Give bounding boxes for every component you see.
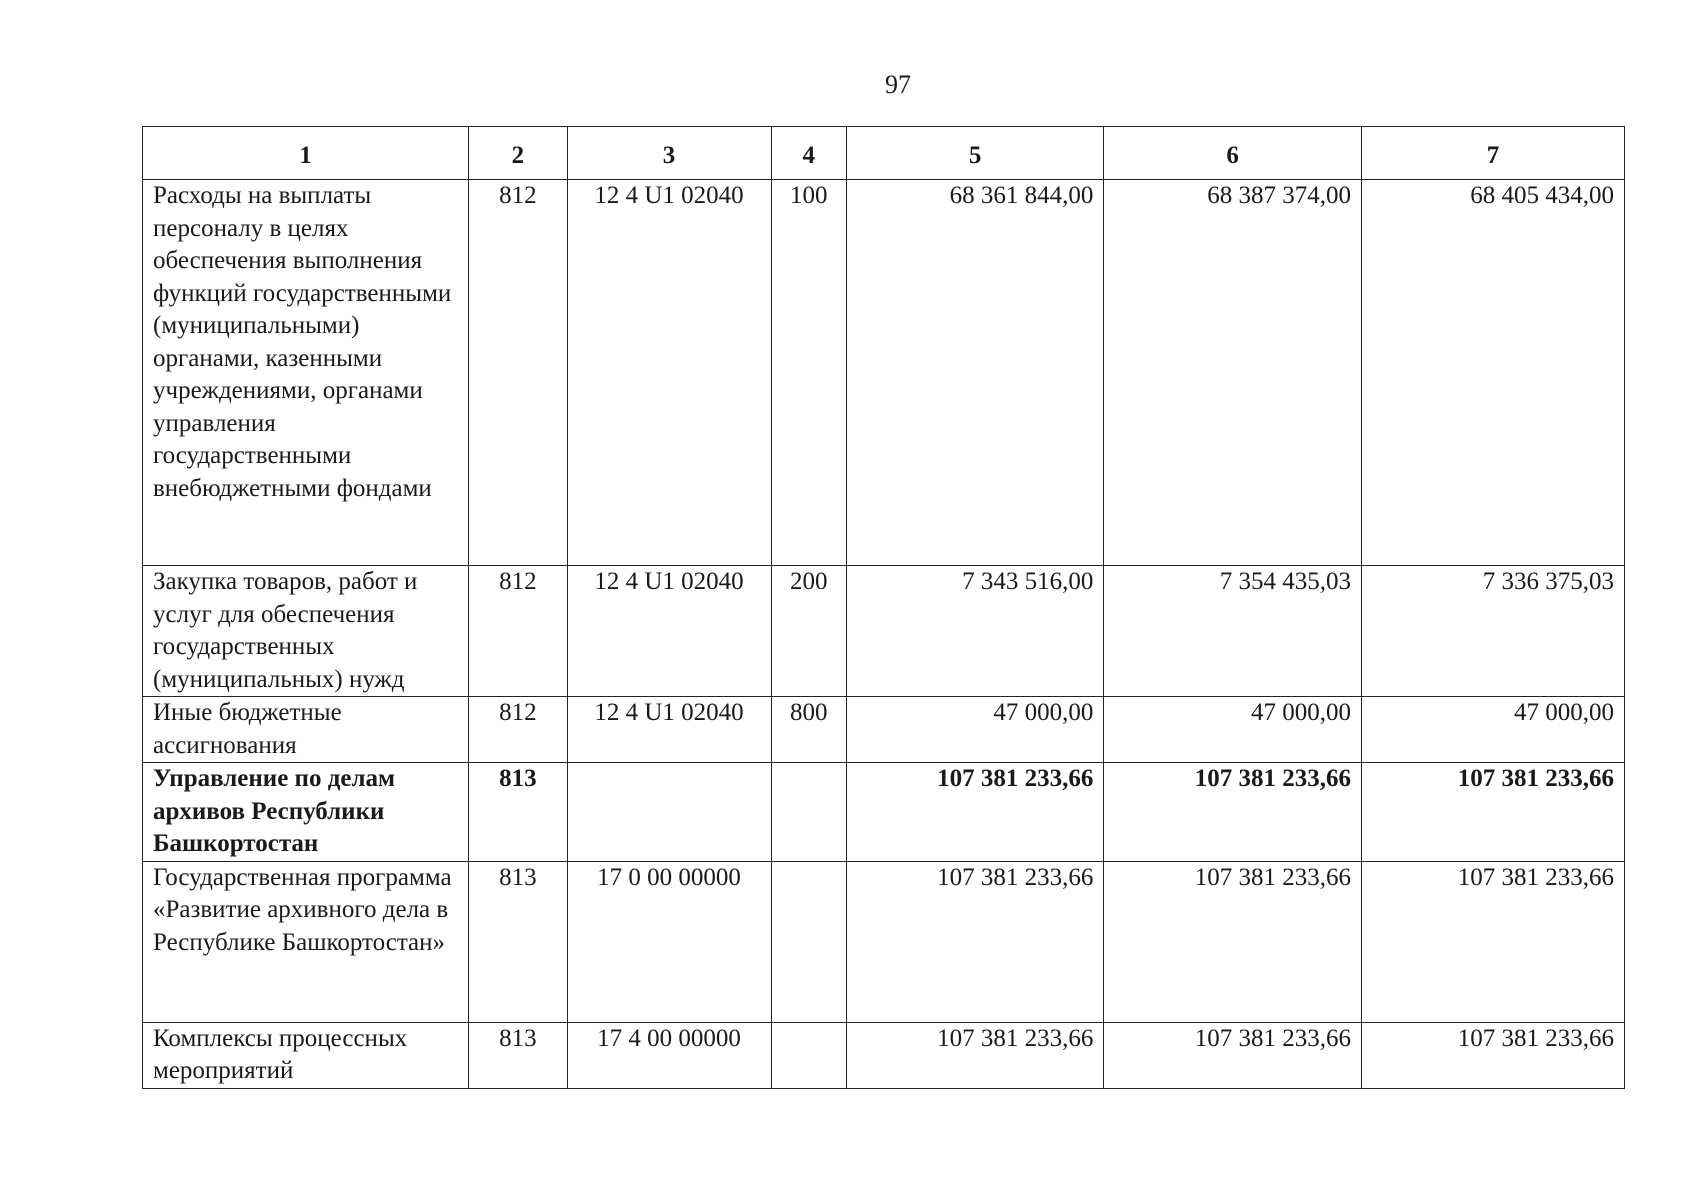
row-name: Закупка товаров, работ и услуг для обеспечения государственных (муниципальных) нужд	[143, 566, 469, 697]
header-col-1: 1	[143, 127, 469, 180]
row-name: Иные бюджетные ассигнования	[143, 697, 469, 763]
row-admin-code: 812	[469, 180, 567, 566]
row-expense-type	[771, 861, 846, 1022]
row-amount-6: 107 381 233,66	[1104, 1022, 1362, 1088]
row-target-article: 12 4 U1 02040	[567, 180, 771, 566]
header-col-3: 3	[567, 127, 771, 180]
header-col-6: 6	[1104, 127, 1362, 180]
row-target-article: 17 4 00 00000	[567, 1022, 771, 1088]
row-admin-code: 812	[469, 697, 567, 763]
row-amount-7: 107 381 233,66	[1361, 763, 1624, 862]
row-expense-type	[771, 1022, 846, 1088]
row-name: Расходы на выплаты персоналу в целях обеспечения выполнения функций государственными (муниципальными) органами, казенными учреждениями, органами управления государственными внебюджетными фондами	[143, 180, 469, 566]
row-target-article: 12 4 U1 02040	[567, 697, 771, 763]
row-target-article: 17 0 00 00000	[567, 861, 771, 1022]
row-amount-7: 47 000,00	[1361, 697, 1624, 763]
row-amount-5: 107 381 233,66	[846, 861, 1104, 1022]
table-row	[143, 566, 1625, 697]
row-target-article: 12 4 U1 02040	[567, 566, 771, 697]
table-row	[143, 861, 1625, 1022]
table-row	[143, 180, 1625, 566]
row-amount-7: 7 336 375,03	[1361, 566, 1624, 697]
table-row	[143, 697, 1625, 763]
row-amount-7: 68 405 434,00	[1361, 180, 1624, 566]
row-amount-5: 68 361 844,00	[846, 180, 1104, 566]
row-amount-6: 107 381 233,66	[1104, 861, 1362, 1022]
row-admin-code: 813	[469, 861, 567, 1022]
table-row	[143, 763, 1625, 862]
header-col-7: 7	[1361, 127, 1624, 180]
table-row	[143, 1022, 1625, 1088]
header-col-2: 2	[469, 127, 567, 180]
row-target-article	[567, 763, 771, 862]
header-col-4: 4	[771, 127, 846, 180]
budget-table	[142, 126, 1625, 1089]
row-expense-type: 800	[771, 697, 846, 763]
header-col-5: 5	[846, 127, 1104, 180]
header-row	[143, 127, 1625, 180]
row-amount-6: 68 387 374,00	[1104, 180, 1362, 566]
row-amount-6: 47 000,00	[1104, 697, 1362, 763]
row-expense-type: 100	[771, 180, 846, 566]
row-expense-type	[771, 763, 846, 862]
row-admin-code: 813	[469, 1022, 567, 1088]
page-number: 97	[885, 70, 911, 99]
row-name: Комплексы процессных мероприятий	[143, 1022, 469, 1088]
row-admin-code: 812	[469, 566, 567, 697]
row-name: Управление по делам архивов Республики Башкортостан	[143, 763, 469, 862]
row-amount-5: 47 000,00	[846, 697, 1104, 763]
row-amount-5: 7 343 516,00	[846, 566, 1104, 697]
row-amount-5: 107 381 233,66	[846, 763, 1104, 862]
row-amount-7: 107 381 233,66	[1361, 861, 1624, 1022]
row-expense-type: 200	[771, 566, 846, 697]
row-amount-5: 107 381 233,66	[846, 1022, 1104, 1088]
row-amount-6: 107 381 233,66	[1104, 763, 1362, 862]
row-name: Государственная программа «Развитие архивного дела в Республике Башкортостан»	[143, 861, 469, 1022]
row-amount-7: 107 381 233,66	[1361, 1022, 1624, 1088]
row-admin-code: 813	[469, 763, 567, 862]
row-amount-6: 7 354 435,03	[1104, 566, 1362, 697]
